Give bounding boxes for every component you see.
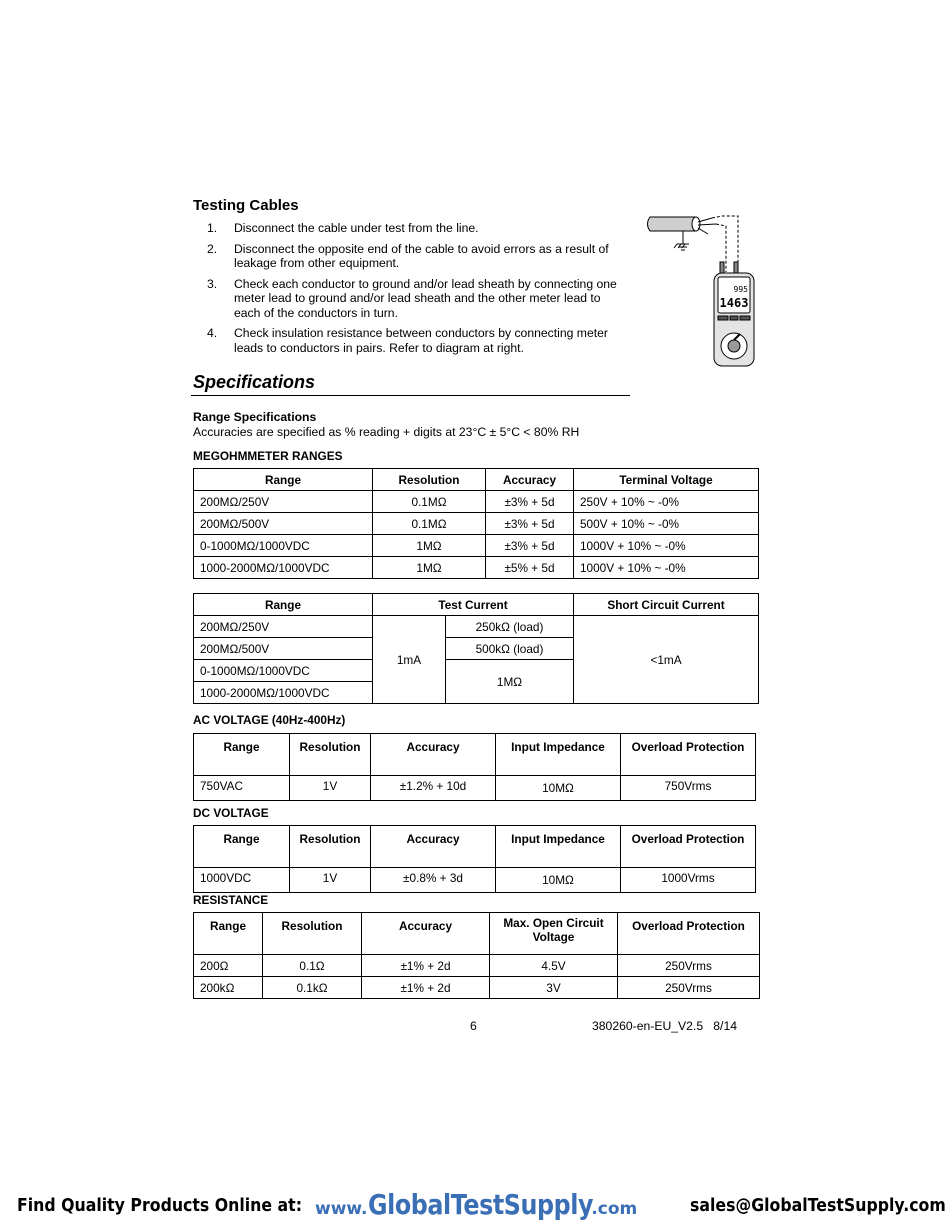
table-row — [194, 977, 760, 999]
table-cell: 1MΩ — [446, 660, 574, 704]
table-cell: 1000V + 10% ~ -0% — [574, 535, 759, 557]
table-row — [194, 491, 759, 513]
step-number: 3. — [207, 276, 218, 291]
table-cell: 1000-2000MΩ/1000VDC — [194, 682, 373, 704]
table-cell: 1000Vrms — [621, 868, 756, 893]
table-cell: ±3% + 5d — [486, 491, 574, 513]
banner-url-prefix: www. — [315, 1199, 368, 1219]
range-specifications-heading: Range Specifications — [193, 410, 317, 424]
table-cell: 750VAC — [194, 776, 290, 801]
table-cell: 200MΩ/500V — [194, 638, 373, 660]
short-circuit-value: <1mA — [574, 616, 759, 704]
table-cell: 1000V + 10% ~ -0% — [574, 557, 759, 579]
column-header: Accuracy — [362, 913, 490, 955]
cable-meter-illustration — [640, 210, 760, 370]
step-text: Disconnect the cable under test from the line. — [234, 221, 479, 235]
table-cell: 0.1Ω — [263, 955, 362, 977]
table-cell: 10MΩ — [496, 868, 621, 893]
test-current-table — [193, 593, 759, 704]
table-cell: 1000-2000MΩ/1000VDC — [194, 557, 373, 579]
column-header: Test Current — [373, 594, 574, 616]
table-cell: 250Vrms — [618, 955, 760, 977]
megohmmeter-table — [193, 468, 759, 579]
column-header: Range — [194, 734, 290, 776]
test-current-value: 1mA — [373, 616, 446, 704]
table-cell: 250V + 10% ~ -0% — [574, 491, 759, 513]
dc-voltage-table — [193, 825, 756, 893]
page-number: 6 — [470, 1019, 477, 1033]
step-text: Disconnect the opposite end of the cable to avoid errors as a result of leakage from other equipment. — [234, 241, 609, 270]
step-text: Check each conductor to ground and/or lead sheath by connecting one meter lead to ground and/or lead sheath and the other meter lead to each of the conductors in turn. — [234, 276, 617, 320]
table-cell: 0-1000MΩ/1000VDC — [194, 535, 373, 557]
ac-voltage-heading: AC VOLTAGE (40Hz-400Hz) — [193, 713, 346, 727]
table-row — [194, 535, 759, 557]
table-cell: 200MΩ/250V — [194, 491, 373, 513]
testing-steps-list — [207, 221, 627, 361]
table-cell: 250kΩ (load) — [446, 616, 574, 638]
banner-left-text: Find Quality Products Online at: — [17, 1196, 303, 1216]
column-header: Accuracy — [371, 826, 496, 868]
table-cell: 1000VDC — [194, 868, 290, 893]
table-cell: 250Vrms — [618, 977, 760, 999]
column-header: Range — [194, 594, 373, 616]
column-header: Resolution — [290, 734, 371, 776]
table-cell: ±0.8% + 3d — [371, 868, 496, 893]
column-header: Overload Protection — [621, 826, 756, 868]
column-header: Resolution — [290, 826, 371, 868]
step-number: 2. — [207, 241, 218, 256]
table-cell: 200kΩ — [194, 977, 263, 999]
table-row — [194, 868, 756, 893]
banner-url-suffix: .com — [591, 1199, 638, 1219]
accuracy-note: Accuracies are specified as % reading + digits at 23°C ± 5°C < 80% RH — [193, 425, 580, 439]
list-item — [207, 242, 627, 271]
meter-display-main: 1463 — [719, 296, 749, 310]
table-cell: 0.1MΩ — [373, 513, 486, 535]
table-cell: ±3% + 5d — [486, 535, 574, 557]
table-cell: 1MΩ — [373, 535, 486, 557]
list-item — [207, 221, 627, 236]
table-cell: 10MΩ — [496, 776, 621, 801]
meter-display-top: 995 — [733, 285, 748, 294]
table-row — [194, 513, 759, 535]
dc-voltage-heading: DC VOLTAGE — [193, 806, 269, 820]
table-cell: ±3% + 5d — [486, 513, 574, 535]
table-cell: 200MΩ/250V — [194, 616, 373, 638]
column-header: Accuracy — [486, 469, 574, 491]
list-item — [207, 326, 627, 355]
column-header: Terminal Voltage — [574, 469, 759, 491]
table-cell: 500V + 10% ~ -0% — [574, 513, 759, 535]
testing-cables-heading: Testing Cables — [193, 197, 299, 214]
table-row — [194, 616, 759, 638]
table-cell: 4.5V — [490, 955, 618, 977]
table-cell: 500kΩ (load) — [446, 638, 574, 660]
table-cell: 0.1kΩ — [263, 977, 362, 999]
resistance-heading: RESISTANCE — [193, 893, 269, 907]
banner-url[interactable] — [315, 1188, 637, 1221]
table-header-row — [194, 594, 759, 616]
table-cell: 200Ω — [194, 955, 263, 977]
table-cell: 750Vrms — [621, 776, 756, 801]
ac-voltage-table — [193, 733, 756, 801]
document-id: 380260-en-EU_V2.5 8/14 — [592, 1019, 738, 1033]
column-header: Overload Protection — [621, 734, 756, 776]
table-cell: ±1% + 2d — [362, 977, 490, 999]
table-row — [194, 955, 760, 977]
column-header: Range — [194, 469, 373, 491]
column-header: Max. Open Circuit Voltage — [490, 913, 618, 955]
table-cell: 1V — [290, 776, 371, 801]
table-header-row — [194, 826, 756, 868]
table-cell: ±1.2% + 10d — [371, 776, 496, 801]
specifications-title: Specifications — [193, 372, 316, 392]
table-cell: 1V — [290, 868, 371, 893]
column-header: Input Impedance — [496, 734, 621, 776]
table-header-row — [194, 469, 759, 491]
table-cell: ±5% + 5d — [486, 557, 574, 579]
table-header-row — [194, 734, 756, 776]
column-header: Resolution — [373, 469, 486, 491]
table-cell: 0.1MΩ — [373, 491, 486, 513]
list-item — [207, 277, 627, 321]
step-text: Check insulation resistance between conductors by connecting meter leads to conductors in pairs. Refer to diagram at right. — [234, 326, 608, 355]
banner-url-main: GlobalTestSupply — [367, 1188, 593, 1221]
table-cell: 200MΩ/500V — [194, 513, 373, 535]
column-header: Resolution — [263, 913, 362, 955]
step-number: 4. — [207, 326, 218, 340]
megohmmeter-heading: MEGOHMMETER RANGES — [193, 449, 343, 463]
banner-email[interactable]: sales@GlobalTestSupply.com — [690, 1196, 946, 1216]
table-header-row — [194, 913, 760, 955]
specifications-divider — [191, 395, 630, 396]
column-header: Overload Protection — [618, 913, 760, 955]
table-row — [194, 776, 756, 801]
resistance-table — [193, 912, 760, 999]
column-header: Range — [194, 913, 263, 955]
table-row — [194, 557, 759, 579]
step-number: 1. — [207, 221, 218, 235]
column-header: Short Circuit Current — [574, 594, 759, 616]
column-header: Input Impedance — [496, 826, 621, 868]
table-cell: ±1% + 2d — [362, 955, 490, 977]
table-cell: 1MΩ — [373, 557, 486, 579]
column-header: Accuracy — [371, 734, 496, 776]
table-cell: 0-1000MΩ/1000VDC — [194, 660, 373, 682]
column-header: Range — [194, 826, 290, 868]
table-cell: 3V — [490, 977, 618, 999]
